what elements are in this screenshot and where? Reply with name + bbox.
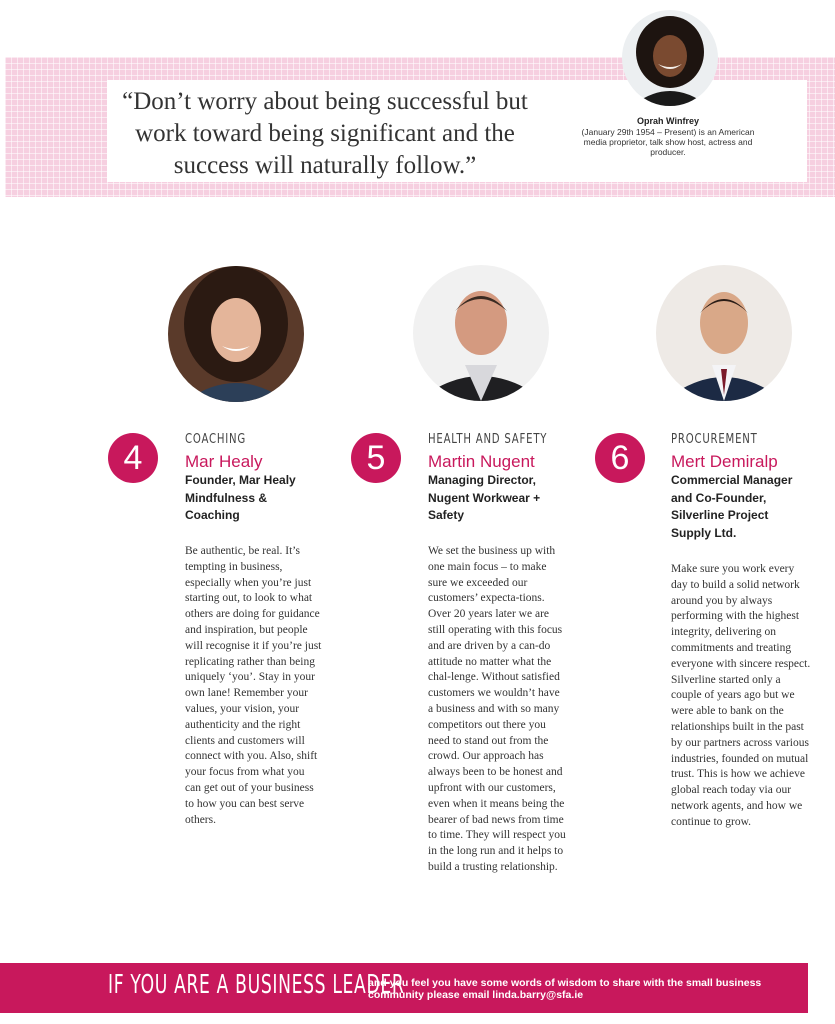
quote-author-bio: (January 29th 1954 – Present) is an American media proprietor, talk show host, actress and producer. <box>581 127 755 157</box>
profile-category: HEALTH AND SAFETY <box>428 432 548 447</box>
profile-name: Mert Demiralp <box>671 452 778 471</box>
profile-body: We set the business up with one main focus – to make sure we exceeded our customers’ expecta-tions. Over 20 years later we are still operating with this focus and are driven by a can-do attitude no matter what the chal-lenge. Without satisfied customers we wouldn’t have a business and with so many competitors out there you need to stand out from the crowd. Our approach has always been to be honest and upfront with our customers, even when it means being the bearer of bad news from time to time. They will respect you in the long run and it helps to build a trusting relationship. <box>428 545 566 873</box>
profile-body: Be authentic, be real. It’s tempting in business, especially when you’re just starting out, to look to what others are doing for guidance and inspiration, but people will recognise it if you’re just replicating rather than being uniquely ‘you’. Stay in your own lane! Remember your values, your vision, your authenticity and the right clients and customers will connect with you. Also, shift your focus from what you can get out of your business to how you can best serve others. <box>185 545 322 826</box>
quote-text: “Don’t worry about being successful but work toward being significant and the success will naturally follow.” <box>122 88 528 179</box>
profile-number-badge: 6 <box>595 433 645 483</box>
profile-name: Martin Nugent <box>428 452 535 471</box>
footer-text: and you feel you have some words of wisdom to share with the small business community please email linda.barry@sfa.ie <box>368 977 762 1001</box>
mert-demiralp-photo <box>656 265 792 401</box>
oprah-winfrey-photo <box>622 10 718 106</box>
profile-name: Mar Healy <box>185 452 263 471</box>
profile-title: Commercial Manager and Co-Founder, Silverline Project Supply Ltd. <box>671 473 793 540</box>
profile-category: COACHING <box>185 432 247 447</box>
profile-title: Managing Director, Nugent Workwear + Safety <box>428 473 541 522</box>
profile-category: PROCUREMENT <box>671 432 758 447</box>
profile-title: Founder, Mar Healy Mindfulness & Coaching <box>185 473 296 522</box>
mar-healy-photo <box>168 266 304 402</box>
martin-nugent-photo <box>413 265 549 401</box>
profile-number-badge: 4 <box>108 433 158 483</box>
footer-title: IF YOU ARE A BUSINESS LEADER <box>108 970 405 1000</box>
quote-author-name: Oprah Winfrey <box>637 116 699 126</box>
profile-number-badge: 5 <box>351 433 401 483</box>
profile-body: Make sure you work every day to build a solid network around you by always performing with the highest integrity, delivering on commitments and treating everyone with sincere respect. Silverline started only a couple of years ago but we were able to bank on the relationships built in the past by our partners across various industries, founded on mutual trust. This is how we achieve global reach today via our network agents, and how we continue to grow. <box>671 563 811 828</box>
